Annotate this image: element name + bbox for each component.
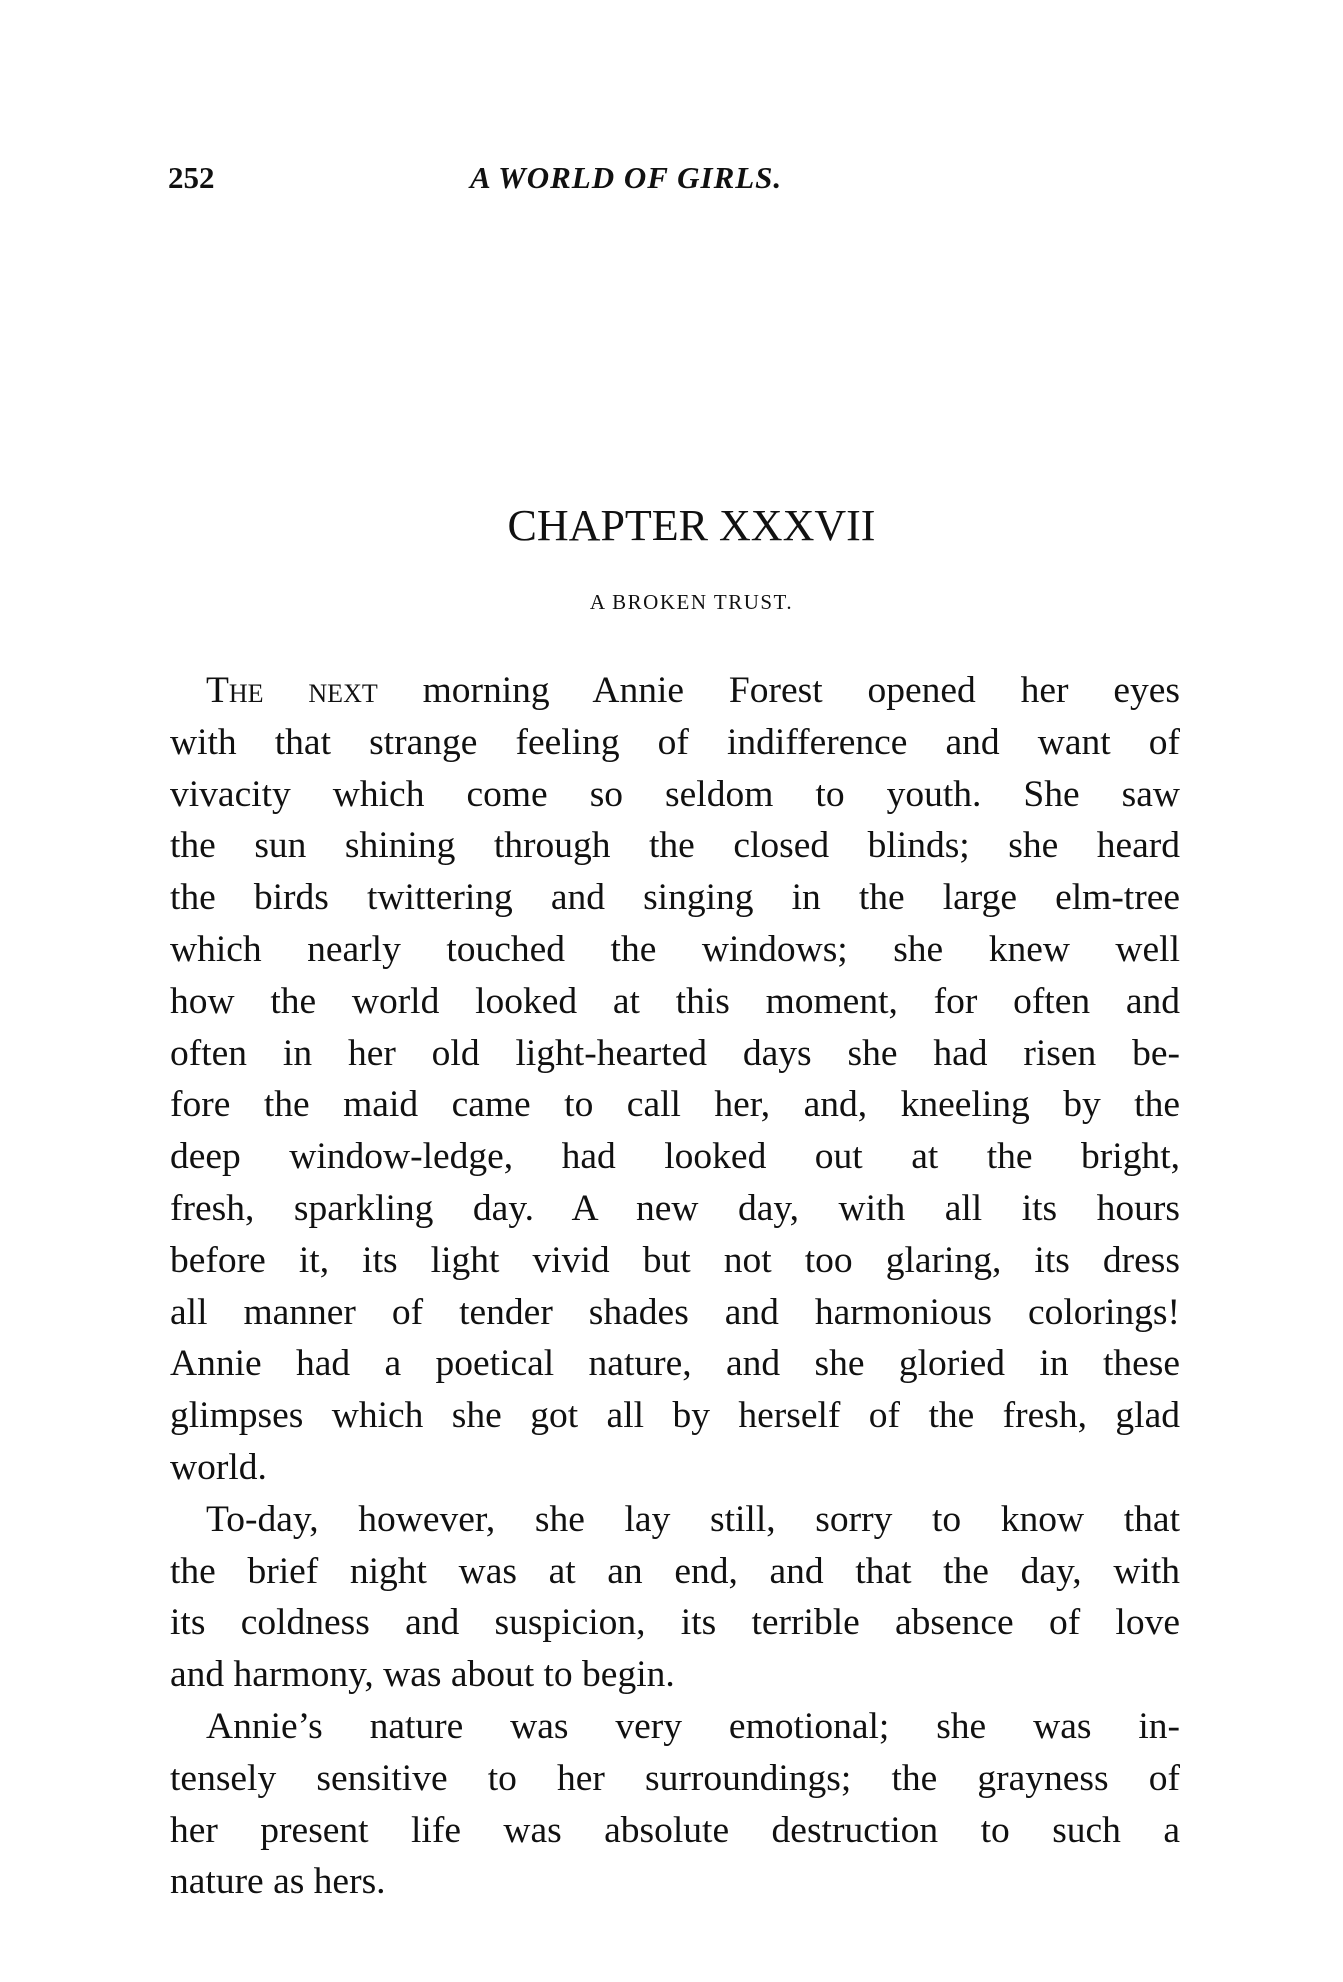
running-title: A WORLD OF GIRLS. [470, 160, 783, 195]
text-line: how the world looked at this moment, for often and [170, 980, 1180, 1022]
text-line: its coldness and suspicion, its terrible absence of love [170, 1602, 1180, 1644]
text-line: the birds twittering and singing in the large elm-tree [170, 877, 1180, 919]
chapter-subtitle: A BROKEN TRUST. [589, 590, 794, 614]
text-line: the brief night was at an end, and that the day, with [170, 1550, 1180, 1592]
text-line: and harmony, was about to begin. [170, 1654, 675, 1696]
text-line: fresh, sparkling day. A new day, with all its hours [170, 1187, 1180, 1229]
text-line: tensely sensitive to her surroundings; the grayness of [170, 1757, 1180, 1799]
text-line: deep window-ledge, had looked out at the bright, [170, 1136, 1180, 1178]
text-line: Annie had a poetical nature, and she gloried in these [170, 1343, 1180, 1385]
text-line: vivacity which come so seldom to youth. She saw [170, 773, 1180, 815]
text-line: the sun shining through the closed blinds; she heard [170, 825, 1180, 867]
text-line: before it, its light vivid but not too glaring, its dress [170, 1239, 1180, 1281]
text-line: her present life was absolute destruction to such a [170, 1809, 1180, 1851]
small-caps-opening: The next [206, 670, 378, 711]
text-line: nature as hers. [170, 1861, 386, 1903]
chapter-title: CHAPTER XXXVII [507, 501, 876, 550]
text-line: world. [170, 1446, 267, 1488]
text-line: fore the maid came to call her, and, kneeling by the [170, 1084, 1180, 1126]
text-line [170, 665, 1180, 717]
text-line: To-day, however, she lay still, sorry to know that [206, 1498, 1180, 1540]
text-line: all manner of tender shades and harmonious colorings! [170, 1291, 1180, 1333]
body-text [170, 665, 1180, 1908]
text-line: glimpses which she got all by herself of the fresh, glad [170, 1395, 1180, 1437]
text-line: which nearly touched the windows; she knew well [170, 928, 1180, 970]
text-fragment: morning Annie Forest opened her eyes [377, 670, 1180, 711]
page-number: 252 [168, 160, 215, 195]
text-line: often in her old light-hearted days she had risen be- [170, 1032, 1180, 1074]
text-line: Annie’s nature was very emotional; she was in- [206, 1705, 1180, 1747]
text-line: with that strange feeling of indifference and want of [170, 721, 1180, 763]
